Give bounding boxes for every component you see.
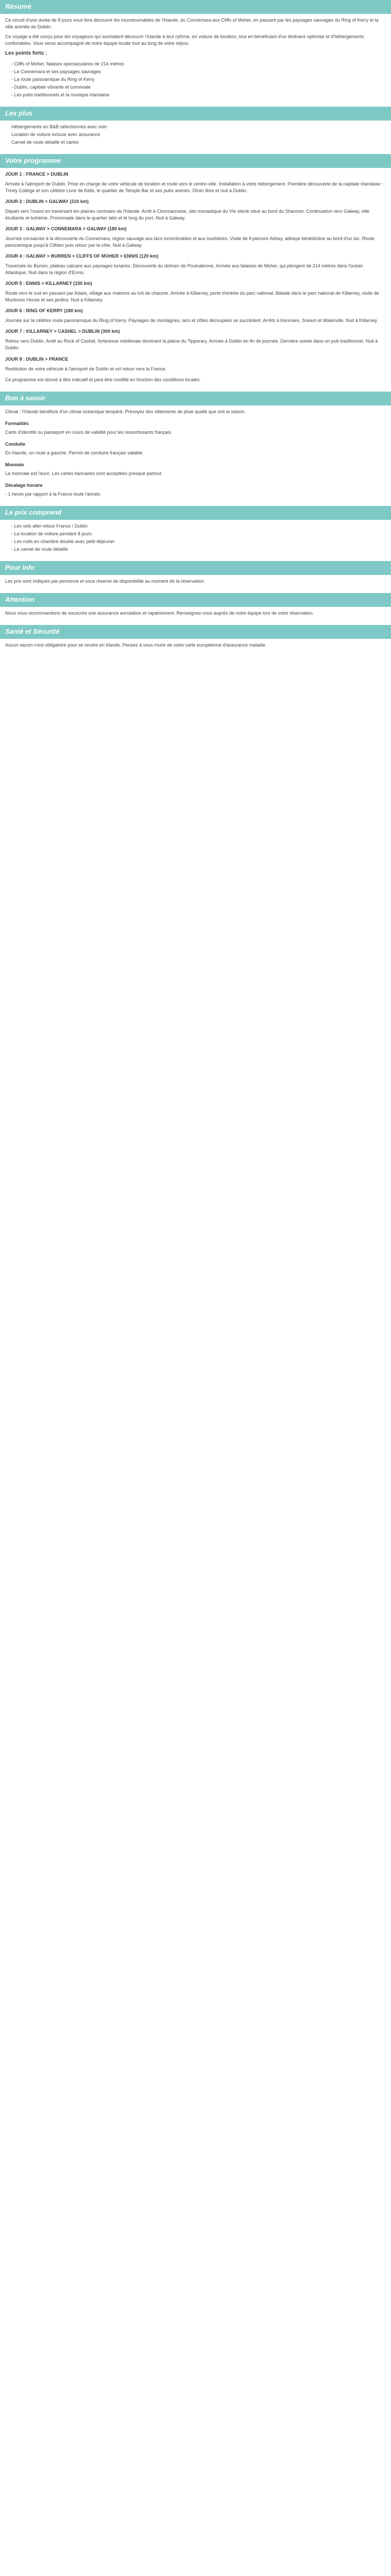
list-item: Carnet de route détaillé et cartes — [11, 139, 79, 145]
resume-para-1: Ce circuit d'une durée de 8 jours vous fera découvrir les incontournables de l'Irlande, du Connemara aux Cliffs of Moher, en passant par les paysages sauvages du Ring of Kerry et la ville animée de Dublin. — [5, 17, 379, 29]
section-body-attention — [0, 607, 391, 625]
section-body-resume — [0, 14, 391, 107]
sante-para: Aucun vaccin n'est obligatoire pour se rendre en Irlande. Pensez à vous munir de votre carte européenne d'assurance maladie. — [5, 642, 267, 648]
section-header-plus: Les plus — [0, 107, 391, 121]
program-day — [5, 328, 386, 351]
day-text: Journée consacrée à la découverte du Connemara, région sauvage aux lacs innombrables et aux tourbières. Visite de Kylemore Abbey, abbaye bénédictine au bord d'un lac. Route panoramique jusqu'à Clifden puis retour par la côte. Nuit à Galway. — [5, 235, 374, 248]
list-item: - Les pubs traditionnels et la musique irlandaise — [11, 92, 110, 97]
resume-list — [5, 61, 386, 98]
section-body-prix — [0, 520, 391, 561]
prix-list — [5, 523, 386, 553]
day-label: JOUR 3 : GALWAY > CONNEMARA > GALWAY (180 km) — [5, 226, 127, 231]
list-item: Hébergements en B&B sélectionnés avec soin — [11, 124, 107, 129]
program-day — [5, 308, 386, 324]
day-label: JOUR 7 : KILLARNEY > CASHEL > DUBLIN (300 km) — [5, 329, 120, 334]
info-para: - 1 heure par rapport à la France toute l'année. — [5, 491, 102, 497]
section-header-resume: Résumé — [0, 0, 391, 14]
list-item: - La location de voiture pendant 8 jours — [11, 531, 92, 536]
resume-list-heading: Les points forts : — [5, 50, 47, 57]
section-body-bon-a-savoir — [0, 405, 391, 506]
section-body-plus — [0, 121, 391, 154]
day-label: JOUR 5 : ENNIS > KILLARNEY (150 km) — [5, 281, 92, 286]
resume-para-2: Ce voyage a été conçu pour les voyageurs qui souhaitent découvrir l'Irlande à leur rythme, en voiture de location, tout en bénéficiant d'un itinéraire optimisé et d'hébergements confortables. Vous serez accompagné de notre équipe locale tout au long de votre séjour. — [5, 33, 364, 46]
page — [0, 0, 391, 657]
day-text: Restitution de votre véhicule à l'aéroport de Dublin et vol retour vers la France. — [5, 366, 167, 371]
list-item: Location de voiture incluse avec assurance — [11, 131, 101, 137]
list-item: - La route panoramique du Ring of Kerry — [11, 76, 95, 82]
info-para: En Irlande, on roule à gauche. Permis de conduire français valable. — [5, 450, 144, 455]
program-day — [5, 356, 386, 372]
section-header-attention: Attention — [0, 593, 391, 607]
section-body-sante — [0, 639, 391, 657]
day-text: Traversée du Burren, plateau calcaire aux paysages lunaires. Découverte du dolmen de Poulnabrone. Arrivée aux falaises de Moher, qui plongent de 214 mètres dans l'océan Atlantique. Nuit dans la région d'Ennis. — [5, 263, 363, 276]
section-header-pour-info: Pour info — [0, 561, 391, 575]
section-header-sante: Santé et Sécurité — [0, 625, 391, 639]
day-label: JOUR 4 : GALWAY > BURREN > CLIFFS OF MOHER > ENNIS (120 km) — [5, 253, 158, 259]
info-para: La monnaie est l'euro. Les cartes bancaires sont acceptées presque partout. — [5, 470, 162, 476]
program-day — [5, 280, 386, 303]
list-item: - Le Connemara et ses paysages sauvages — [11, 69, 101, 74]
day-label: JOUR 1 : FRANCE > DUBLIN — [5, 171, 69, 177]
program-note: Ce programme est donné à titre indicatif et peut être modifié en fonction des conditions locales. — [5, 377, 201, 382]
bon-a-savoir-intro: Climat : l'Irlande bénéficie d'un climat océanique tempéré. Prévoyez des vêtements de pluie quelle que soit la saison. — [5, 409, 246, 414]
program-day — [5, 171, 386, 194]
subheading: Formalités — [5, 420, 29, 426]
program-day — [5, 198, 386, 222]
list-item: - Les vols aller-retour France / Dublin — [11, 523, 88, 529]
pour-info-para: Les prix sont indiqués par personne et sous réserve de disponibilité au moment de la réservation. — [5, 578, 205, 584]
day-label: JOUR 6 : RING OF KERRY (180 km) — [5, 308, 83, 314]
attention-para: Nous vous recommandons de souscrire une assurance annulation et rapatriement. Renseignez-vous auprès de notre équipe lors de votre réservation. — [5, 610, 314, 616]
day-text: Route vers le sud en passant par Adare, village aux maisons au toit de chaume. Arrivée à Killarney, porte d'entrée du parc national. Balade dans le parc national de Killarney, visite de Muckross House et ses jardins. Nuit à Killarney. — [5, 291, 379, 303]
section-body-programme — [0, 168, 391, 392]
section-header-programme: Votre programme — [0, 154, 391, 168]
subheading: Conduite — [5, 441, 25, 447]
day-label: JOUR 2 : DUBLIN > GALWAY (210 km) — [5, 198, 89, 204]
section-header-bon-a-savoir: Bon à savoir — [0, 392, 391, 405]
section-body-pour-info — [0, 575, 391, 593]
day-label: JOUR 8 : DUBLIN > FRANCE — [5, 356, 69, 362]
list-item: - Cliffs of Moher, falaises spectaculaires de 214 mètres — [11, 61, 124, 66]
day-text: Départ vers l'ouest en traversant les plaines centrales de l'Irlande. Arrêt à Clonmacnoise, site monastique du VIe siècle situé au bord du Shannon. Continuation vers Galway, ville étudiante et bohème. Promenade dans le quartier latin et le long du port. Nuit à Galway. — [5, 208, 370, 221]
list-item: - Les nuits en chambre double avec petit-déjeuner — [11, 538, 115, 544]
day-text: Retour vers Dublin. Arrêt au Rock of Cashel, forteresse médiévale dominant la plaine du Tipperary. Arrivée à Dublin en fin de journée. Dernière soirée dans un pub traditionnel. Nuit à Dublin. — [5, 338, 378, 351]
list-item: - Le carnet de route détaillé — [11, 546, 68, 552]
program-day — [5, 226, 386, 249]
info-para: Carte d'identité ou passeport en cours de validité pour les ressortissants français. — [5, 429, 172, 435]
subheading: Monnaie — [5, 462, 24, 467]
list-item: - Dublin, capitale vibrante et conviviale — [11, 84, 91, 90]
day-text: Journée sur la célèbre route panoramique du Ring of Kerry. Paysages de montagnes, lacs et côtes découpées se succèdent. Arrêts à Kenmare, Sneem et Waterville. Nuit à Killarney. — [5, 318, 378, 324]
plus-list — [5, 124, 386, 146]
section-header-prix: Le prix comprend — [0, 506, 391, 520]
day-text: Arrivée à l'aéroport de Dublin. Prise en charge de votre véhicule de location et route vers le centre-ville. Installation à votre hébergement. Première découverte de la capitale irlandaise : Trinity College et son célèbre Livre de Kells, le quartier de Temple Bar et ses pubs animés. Dîner libre et nuit à Dublin. — [5, 181, 383, 193]
subheading: Décalage horaire — [5, 482, 43, 488]
program-day — [5, 253, 386, 276]
